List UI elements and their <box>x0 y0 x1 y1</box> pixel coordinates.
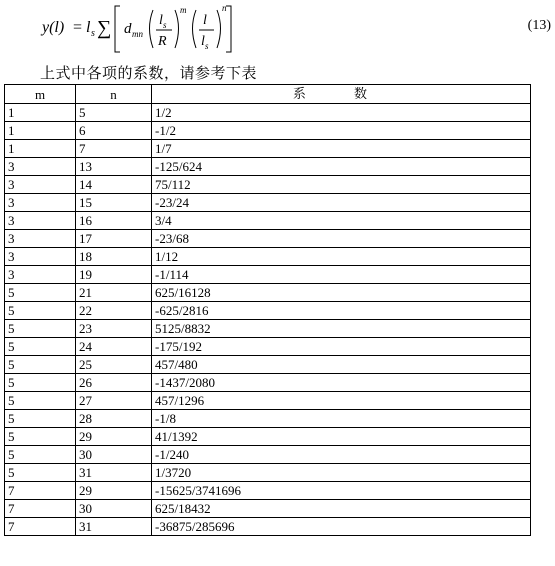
cell-coefficient: -625/2816 <box>152 302 531 320</box>
table-row <box>5 230 531 248</box>
table-row <box>5 158 531 176</box>
table-header-row <box>5 85 531 104</box>
cell-n: 26 <box>76 374 152 392</box>
cell-n: 30 <box>76 500 152 518</box>
table-row <box>5 410 531 428</box>
equation-number: (13) <box>527 18 551 33</box>
cell-m: 1 <box>5 140 76 158</box>
cell-coefficient: 1/2 <box>152 104 531 122</box>
cell-coefficient: 3/4 <box>152 212 531 230</box>
table-row <box>5 374 531 392</box>
intro-text: 上式中各项的系数，请参考下表 <box>40 64 258 82</box>
table-row <box>5 284 531 302</box>
cell-n: 21 <box>76 284 152 302</box>
cell-coefficient: -175/192 <box>152 338 531 356</box>
eq-lhs: y(l) <box>42 19 65 36</box>
eq-paren2-left <box>193 10 197 48</box>
cell-m: 5 <box>5 338 76 356</box>
cell-coefficient: -23/24 <box>152 194 531 212</box>
cell-m: 5 <box>5 320 76 338</box>
eq-ls-sub: s <box>91 28 95 39</box>
eq-bracket-right <box>226 6 231 52</box>
table-row <box>5 392 531 410</box>
cell-n: 14 <box>76 176 152 194</box>
eq-frac1-num: l <box>159 13 163 28</box>
eq-frac2-den-sub: s <box>205 41 209 51</box>
cell-n: 6 <box>76 122 152 140</box>
cell-n: 17 <box>76 230 152 248</box>
eq-d: d <box>124 21 132 37</box>
cell-m: 3 <box>5 194 76 212</box>
table-row <box>5 176 531 194</box>
table-row <box>5 482 531 500</box>
cell-coefficient: 5125/8832 <box>152 320 531 338</box>
eq-sup-m: m <box>180 5 187 15</box>
table-row <box>5 356 531 374</box>
cell-coefficient: -1/2 <box>152 122 531 140</box>
cell-coefficient: 457/480 <box>152 356 531 374</box>
header-n: n <box>76 85 152 104</box>
cell-m: 5 <box>5 356 76 374</box>
cell-n: 31 <box>76 464 152 482</box>
cell-n: 7 <box>76 140 152 158</box>
cell-coefficient: 1/3720 <box>152 464 531 482</box>
cell-coefficient: -1/114 <box>152 266 531 284</box>
header-coefficient: 系 数 <box>152 85 531 104</box>
cell-n: 23 <box>76 320 152 338</box>
table-row <box>5 320 531 338</box>
cell-m: 5 <box>5 392 76 410</box>
cell-m: 3 <box>5 230 76 248</box>
cell-n: 13 <box>76 158 152 176</box>
table-row <box>5 464 531 482</box>
cell-m: 1 <box>5 104 76 122</box>
cell-m: 5 <box>5 446 76 464</box>
eq-paren1-left <box>150 10 154 48</box>
eq-sum: ∑ <box>97 17 112 39</box>
table-row <box>5 266 531 284</box>
coefficient-table <box>4 84 531 536</box>
cell-n: 29 <box>76 428 152 446</box>
table-row <box>5 446 531 464</box>
cell-coefficient: -23/68 <box>152 230 531 248</box>
eq-paren1-right <box>175 10 179 48</box>
cell-coefficient: -1437/2080 <box>152 374 531 392</box>
header-m: m <box>5 85 76 104</box>
equation-formula <box>0 0 500 58</box>
cell-m: 5 <box>5 374 76 392</box>
cell-m: 5 <box>5 428 76 446</box>
cell-coefficient: 41/1392 <box>152 428 531 446</box>
table-row <box>5 194 531 212</box>
cell-n: 18 <box>76 248 152 266</box>
cell-coefficient: 1/12 <box>152 248 531 266</box>
cell-coefficient: -125/624 <box>152 158 531 176</box>
cell-m: 1 <box>5 122 76 140</box>
cell-m: 5 <box>5 410 76 428</box>
cell-coefficient: -1/240 <box>152 446 531 464</box>
cell-m: 7 <box>5 500 76 518</box>
cell-n: 19 <box>76 266 152 284</box>
cell-coefficient: -15625/3741696 <box>152 482 531 500</box>
cell-m: 7 <box>5 518 76 536</box>
cell-n: 5 <box>76 104 152 122</box>
cell-coefficient: 1/7 <box>152 140 531 158</box>
cell-coefficient: 457/1296 <box>152 392 531 410</box>
table-row <box>5 428 531 446</box>
table-row <box>5 500 531 518</box>
cell-coefficient: 625/18432 <box>152 500 531 518</box>
cell-m: 5 <box>5 284 76 302</box>
cell-m: 3 <box>5 212 76 230</box>
equation-13 <box>0 0 555 58</box>
eq-frac1-num-sub: s <box>163 20 167 30</box>
cell-n: 16 <box>76 212 152 230</box>
eq-bracket-left <box>115 6 120 52</box>
cell-n: 28 <box>76 410 152 428</box>
table-row <box>5 212 531 230</box>
cell-m: 5 <box>5 464 76 482</box>
eq-equals: = <box>73 19 83 36</box>
eq-d-sub: mn <box>132 29 143 39</box>
cell-m: 3 <box>5 158 76 176</box>
cell-m: 3 <box>5 266 76 284</box>
table-row <box>5 302 531 320</box>
cell-n: 31 <box>76 518 152 536</box>
cell-coefficient: -1/8 <box>152 410 531 428</box>
cell-n: 25 <box>76 356 152 374</box>
cell-m: 7 <box>5 482 76 500</box>
cell-n: 15 <box>76 194 152 212</box>
eq-frac2-num: l <box>203 13 207 28</box>
cell-n: 29 <box>76 482 152 500</box>
cell-coefficient: 625/16128 <box>152 284 531 302</box>
cell-m: 5 <box>5 302 76 320</box>
table-body <box>5 104 531 536</box>
table-row <box>5 122 531 140</box>
cell-n: 30 <box>76 446 152 464</box>
eq-frac2-den: l <box>201 34 205 49</box>
cell-n: 22 <box>76 302 152 320</box>
table-row <box>5 104 531 122</box>
cell-coefficient: -36875/285696 <box>152 518 531 536</box>
cell-n: 27 <box>76 392 152 410</box>
cell-n: 24 <box>76 338 152 356</box>
table-row <box>5 248 531 266</box>
table-row <box>5 518 531 536</box>
cell-m: 3 <box>5 248 76 266</box>
table-row <box>5 338 531 356</box>
eq-sup-n: n <box>222 3 227 13</box>
cell-m: 3 <box>5 176 76 194</box>
eq-paren2-right <box>217 10 221 48</box>
eq-frac1-den: R <box>158 34 167 49</box>
table-row <box>5 140 531 158</box>
eq-ls: l <box>86 19 91 36</box>
cell-coefficient: 75/112 <box>152 176 531 194</box>
